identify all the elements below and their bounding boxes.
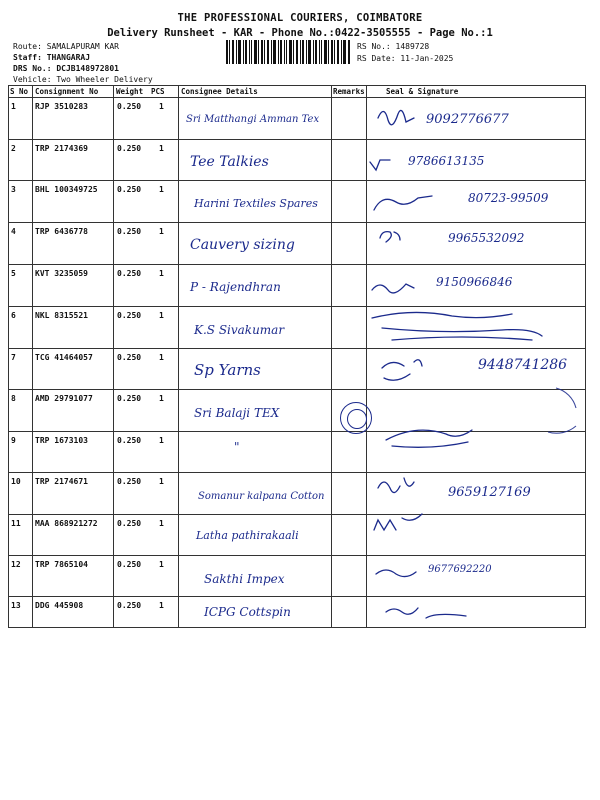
staff-label: Staff: THANGARAJ bbox=[13, 53, 91, 62]
row-sno: 8 bbox=[11, 394, 16, 403]
row-consignment: BHL 100349725 bbox=[35, 185, 98, 194]
row-consignment: TRP 6436778 bbox=[35, 227, 88, 236]
row-weight: 0.250 bbox=[117, 477, 142, 486]
seal-stamp-inner bbox=[347, 409, 367, 429]
row-weight: 0.250 bbox=[117, 185, 142, 194]
row-weight: 0.250 bbox=[117, 601, 142, 610]
row-consignee: " bbox=[234, 440, 240, 454]
seal-stamp bbox=[340, 402, 372, 434]
row-sno: 9 bbox=[11, 436, 16, 445]
row-sno: 5 bbox=[11, 269, 16, 278]
row-consignment: DDG 445908 bbox=[35, 601, 84, 610]
barcode-icon bbox=[226, 40, 350, 64]
row-signature: 9786613135 bbox=[408, 154, 485, 168]
row-pcs: 1 bbox=[159, 477, 164, 486]
row-consignee: Sp Yarns bbox=[194, 361, 261, 379]
header-sno: S No bbox=[10, 87, 29, 96]
row-weight: 0.250 bbox=[117, 227, 142, 236]
row-consignment: RJP 3510283 bbox=[35, 102, 88, 111]
row-weight: 0.250 bbox=[117, 144, 142, 153]
header-seal: Seal & Signature bbox=[386, 87, 459, 96]
row-signature: 80723-99509 bbox=[468, 191, 549, 205]
row-consignee: Tee Talkies bbox=[190, 154, 269, 170]
row-pcs: 1 bbox=[159, 185, 164, 194]
table-row bbox=[8, 432, 586, 472]
table-row bbox=[8, 181, 586, 222]
row-consignment: MAA 868921272 bbox=[35, 519, 98, 528]
row-signature: 9677692220 bbox=[428, 564, 492, 575]
row-consignee: Sri Balaji TEX bbox=[194, 406, 280, 420]
header-consignee: Consignee Details bbox=[181, 87, 258, 96]
row-pcs: 1 bbox=[159, 394, 164, 403]
table-row bbox=[8, 223, 586, 264]
table-bottom-border bbox=[8, 627, 586, 628]
row-pcs: 1 bbox=[159, 519, 164, 528]
row-consignee: K.S Sivakumar bbox=[194, 323, 285, 337]
rs-date: RS Date: 11-Jan-2025 bbox=[357, 54, 454, 63]
header-consignment: Consignment No bbox=[35, 87, 99, 96]
row-sno: 11 bbox=[11, 519, 21, 528]
row-sno: 3 bbox=[11, 185, 16, 194]
row-pcs: 1 bbox=[159, 102, 164, 111]
table-row bbox=[8, 556, 586, 596]
row-consignment: TRP 2174369 bbox=[35, 144, 88, 153]
rs-number: RS No.: 1489728 bbox=[357, 42, 430, 51]
row-consignment: TRP 1673103 bbox=[35, 436, 88, 445]
row-consignee: Cauvery sizing bbox=[190, 237, 295, 253]
row-pcs: 1 bbox=[159, 144, 164, 153]
table-row bbox=[8, 390, 586, 431]
row-consignment: TRP 7865104 bbox=[35, 560, 88, 569]
row-pcs: 1 bbox=[159, 560, 164, 569]
row-consignment: KVT 3235059 bbox=[35, 269, 88, 278]
row-consignee: Latha pathirakaali bbox=[196, 529, 299, 542]
row-pcs: 1 bbox=[159, 353, 164, 362]
header-remarks: Remarks bbox=[333, 87, 365, 96]
runsheet-title: Delivery Runsheet - KAR - Phone No.:0422-3505555 - Page No.:1 bbox=[107, 27, 493, 39]
row-signature: 9448741286 bbox=[478, 357, 568, 373]
row-weight: 0.250 bbox=[117, 353, 142, 362]
table-row bbox=[8, 98, 586, 139]
row-weight: 0.250 bbox=[117, 269, 142, 278]
row-pcs: 1 bbox=[159, 269, 164, 278]
row-weight: 0.250 bbox=[117, 394, 142, 403]
row-sno: 13 bbox=[11, 601, 21, 610]
row-sno: 10 bbox=[11, 477, 21, 486]
row-sno: 1 bbox=[11, 102, 16, 111]
row-consignee: Somanur kalpana Cotton bbox=[198, 491, 325, 502]
route-label: Route: SAMALAPURAM KAR bbox=[13, 42, 119, 51]
row-weight: 0.250 bbox=[117, 311, 142, 320]
row-weight: 0.250 bbox=[117, 560, 142, 569]
company-title: THE PROFESSIONAL COURIERS, COIMBATORE bbox=[177, 12, 423, 24]
vehicle-label: Vehicle: Two Wheeler Delivery bbox=[13, 75, 153, 84]
delivery-table bbox=[8, 85, 586, 628]
row-sno: 4 bbox=[11, 227, 16, 236]
table-row bbox=[8, 265, 586, 306]
row-pcs: 1 bbox=[159, 436, 164, 445]
row-consignee: ICPG Cottspin bbox=[204, 605, 291, 619]
row-consignment: TRP 2174671 bbox=[35, 477, 88, 486]
table-row bbox=[8, 307, 586, 348]
row-consignee: P - Rajendhran bbox=[190, 280, 281, 294]
row-consignee: Sri Matthangi Amman Tex bbox=[186, 114, 320, 125]
table-row bbox=[8, 349, 586, 389]
table-row bbox=[8, 597, 586, 627]
row-signature: 9659127169 bbox=[448, 485, 531, 500]
table-row bbox=[8, 515, 586, 555]
table-row bbox=[8, 140, 586, 180]
row-weight: 0.250 bbox=[117, 436, 142, 445]
row-consignment: NKL 8315521 bbox=[35, 311, 88, 320]
row-pcs: 1 bbox=[159, 601, 164, 610]
row-signature: 9150966846 bbox=[436, 275, 513, 289]
row-consignee: Sakthi Impex bbox=[204, 572, 285, 586]
row-sno: 12 bbox=[11, 560, 21, 569]
table-top-border bbox=[8, 85, 586, 86]
row-pcs: 1 bbox=[159, 227, 164, 236]
table-row bbox=[8, 473, 586, 514]
row-sno: 7 bbox=[11, 353, 16, 362]
row-signature: 9092776677 bbox=[426, 112, 509, 127]
drs-number: DRS No.: DCJB148972801 bbox=[13, 64, 119, 73]
row-sno: 6 bbox=[11, 311, 16, 320]
row-consignment: AMD 29791077 bbox=[35, 394, 93, 403]
row-consignment: TCG 41464057 bbox=[35, 353, 93, 362]
header-weight: Weight bbox=[116, 87, 144, 96]
row-sno: 2 bbox=[11, 144, 16, 153]
row-weight: 0.250 bbox=[117, 102, 142, 111]
row-consignee: Harini Textiles Spares bbox=[194, 197, 318, 210]
header-pcs: PCS bbox=[151, 87, 165, 96]
row-pcs: 1 bbox=[159, 311, 164, 320]
row-weight: 0.250 bbox=[117, 519, 142, 528]
row-signature: 9965532092 bbox=[448, 231, 525, 245]
